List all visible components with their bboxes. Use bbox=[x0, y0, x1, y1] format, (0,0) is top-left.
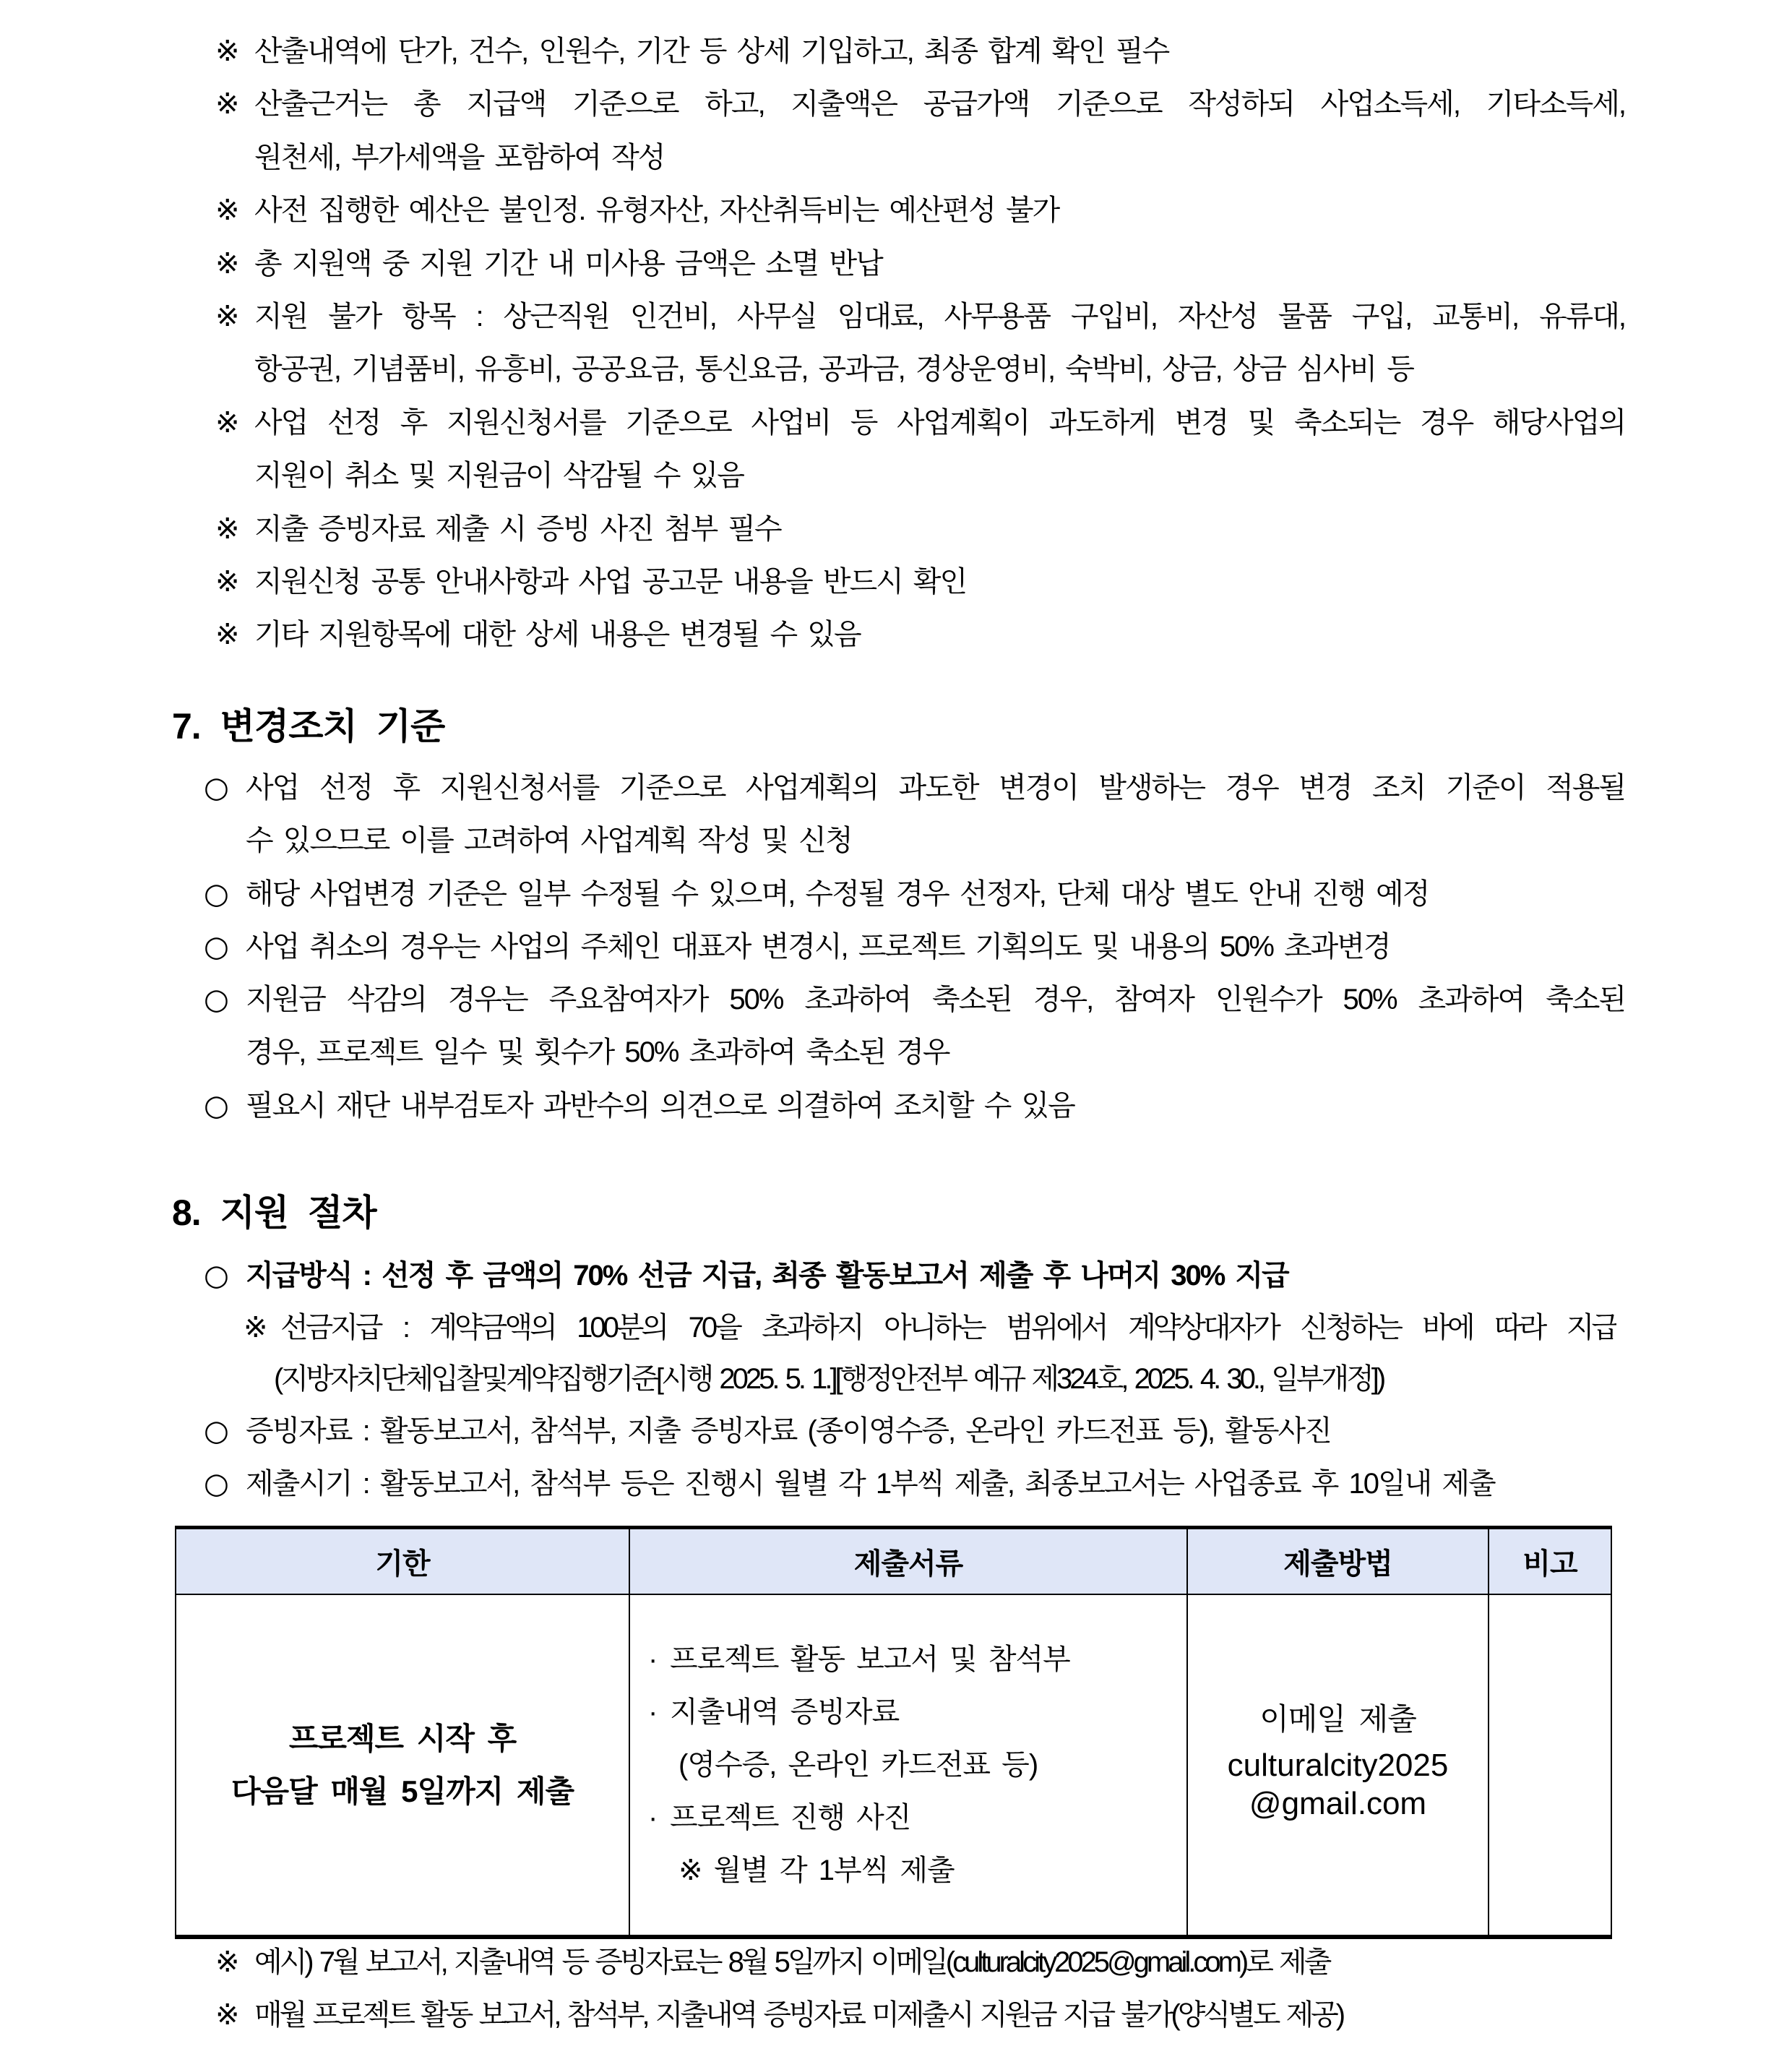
reference-mark-icon: ※ bbox=[215, 1946, 240, 1979]
note-item bbox=[0, 77, 1792, 131]
document-text: ※ 월별 각 1부씩 제출 bbox=[679, 1854, 955, 1886]
section-8-item-payment-method bbox=[0, 1249, 1792, 1302]
note-item bbox=[0, 290, 1792, 343]
note-text: 지원 불가 항목 : 상근직원 인건비, 사무실 임대료, 사무용품 구입비, 자산성 물품 구입, 교통비, 유류대, bbox=[254, 301, 1625, 332]
reference-mark-icon: ※ bbox=[215, 512, 240, 546]
header-documents: 제출서류 bbox=[629, 1528, 1187, 1595]
item-text: 필요시 재단 내부검토자 과반수의 의견으로 의결하여 조치할 수 있음 bbox=[246, 1090, 1074, 1122]
dot-bullet-icon: · bbox=[648, 1696, 658, 1728]
note-text: 지원이 취소 및 지원금이 삭감될 수 있음 bbox=[254, 460, 744, 491]
method-label: 이메일 제출 bbox=[1259, 1702, 1416, 1736]
section-7-heading-row bbox=[0, 700, 1792, 753]
note-item bbox=[0, 184, 1792, 237]
dot-bullet-icon: · bbox=[648, 1801, 658, 1834]
email-address-part: @gmail.com bbox=[1249, 1786, 1427, 1821]
section-7-item bbox=[0, 973, 1792, 1026]
document-item bbox=[648, 1792, 1186, 1844]
item-text: 경우, 프로젝트 일수 및 횟수가 50% 초과하여 축소된 경우 bbox=[246, 1036, 949, 1068]
section-8-item-deadline bbox=[0, 1457, 1792, 1511]
document-subline bbox=[648, 1739, 1186, 1792]
section-8-subnote-continuation bbox=[0, 1352, 1792, 1406]
bottom-note bbox=[0, 1935, 1792, 1989]
cell-method bbox=[1187, 1594, 1489, 1937]
item-text: 사업 취소의 경우는 사업의 주체인 대표자 변경시, 프로젝트 기획의도 및 내용의 50% 초과변경 bbox=[246, 931, 1390, 963]
table-row bbox=[176, 1594, 1611, 1937]
note-item bbox=[0, 237, 1792, 291]
note-item bbox=[0, 502, 1792, 556]
note-item bbox=[0, 555, 1792, 609]
header-method: 제출방법 bbox=[1187, 1528, 1489, 1595]
header-deadline: 기한 bbox=[176, 1528, 629, 1595]
section-8-item-evidence bbox=[0, 1404, 1792, 1458]
document-item bbox=[648, 1686, 1186, 1739]
item-text: 수 있으므로 이를 고려하여 사업계획 작성 및 신청 bbox=[246, 825, 852, 856]
document-item bbox=[648, 1633, 1186, 1686]
subnote-text: 선금지급 : 계약금액의 100분의 70을 초과하지 아니하는 범위에서 계약상대자가 신청하는 바에 따라 지급 bbox=[280, 1312, 1616, 1344]
cell-remarks bbox=[1489, 1594, 1611, 1937]
note-continuation bbox=[0, 449, 1792, 502]
document-text: (영수증, 온라인 카드전표 등) bbox=[679, 1748, 1038, 1781]
dot-bullet-icon: · bbox=[648, 1643, 658, 1675]
circle-bullet-icon: ○ bbox=[204, 877, 229, 911]
cell-deadline bbox=[176, 1594, 629, 1937]
cell-documents bbox=[629, 1594, 1187, 1937]
reference-mark-icon: ※ bbox=[215, 406, 240, 439]
deadline-line: 프로젝트 시작 후 bbox=[288, 1722, 517, 1756]
item-text: 사업 선정 후 지원신청서를 기준으로 사업계획의 과도한 변경이 발생하는 경우 변경 조치 기준이 적용될 bbox=[246, 772, 1625, 804]
circle-bullet-icon: ○ bbox=[204, 771, 229, 804]
circle-bullet-icon: ○ bbox=[204, 930, 229, 963]
section-7-item bbox=[0, 1079, 1792, 1133]
note-text: 사업 선정 후 지원신청서를 기준으로 사업비 등 사업계획이 과도하게 변경 및 축소되는 경우 해당사업의 bbox=[254, 407, 1625, 439]
section-heading: 8. 지원 절차 bbox=[172, 1193, 376, 1233]
reference-mark-icon: ※ bbox=[215, 1998, 240, 2032]
item-text: 증빙자료 : 활동보고서, 참석부, 지출 증빙자료 (종이영수증, 온라인 카드전표 등), 활동사진 bbox=[246, 1415, 1331, 1447]
subnote-text: (지방자치단체입찰및계약집행기준[시행 2025. 5. 1.][행정안전부 예규 제324호, 2025. 4. 30., 일부개정]) bbox=[274, 1363, 1384, 1395]
note-text: 지원신청 공통 안내사항과 사업 공고문 내용을 반드시 확인 bbox=[254, 566, 967, 598]
document-subline bbox=[648, 1844, 1186, 1897]
section-7-item-continuation bbox=[0, 814, 1792, 867]
submission-table bbox=[175, 1526, 1612, 1939]
note-text: 사전 집행한 예산은 불인정. 유형자산, 자산취득비는 예산편성 불가 bbox=[254, 194, 1059, 226]
item-text: 해당 사업변경 기준은 일부 수정될 수 있으며, 수정될 경우 선정자, 단체 대상 별도 안내 진행 예정 bbox=[246, 878, 1429, 910]
note-text: 항공권, 기념품비, 유흥비, 공공요금, 통신요금, 공과금, 경상운영비, 숙박비, 상금, 상금 심사비 등 bbox=[254, 353, 1413, 385]
note-text: 산출근거는 총 지급액 기준으로 하고, 지출액은 공급가액 기준으로 작성하되 사업소득세, 기타소득세, bbox=[254, 88, 1625, 120]
note-continuation bbox=[0, 131, 1792, 184]
note-text: 지출 증빙자료 제출 시 증빙 사진 첨부 필수 bbox=[254, 513, 781, 545]
email-address-part: culturalcity2025 bbox=[1227, 1748, 1449, 1783]
note-item bbox=[0, 25, 1792, 78]
item-text: 지원금 삭감의 경우는 주요참여자가 50% 초과하여 축소된 경우, 참여자 인원수가 50% 초과하여 축소된 bbox=[246, 984, 1625, 1015]
reference-mark-icon: ※ bbox=[215, 247, 240, 280]
document-text: 프로젝트 활동 보고서 및 참석부 bbox=[670, 1643, 1070, 1675]
table-header-row bbox=[176, 1528, 1611, 1595]
document-text: 프로젝트 진행 사진 bbox=[670, 1801, 911, 1834]
note-text: 매월 프로젝트 활동 보고서, 참석부, 지출내역 증빙자료 미제출시 지원금 지급 불가(양식별도 제공) bbox=[254, 1999, 1343, 2031]
section-heading: 7. 변경조치 기준 bbox=[172, 706, 445, 747]
note-text: 기타 지원항목에 대한 상세 내용은 변경될 수 있음 bbox=[254, 619, 861, 650]
reference-mark-icon: ※ bbox=[215, 87, 240, 121]
reference-mark-icon: ※ bbox=[215, 300, 240, 333]
circle-bullet-icon: ○ bbox=[204, 1467, 229, 1500]
note-continuation bbox=[0, 343, 1792, 396]
circle-bullet-icon: ○ bbox=[204, 1089, 229, 1122]
reference-mark-icon: ※ bbox=[244, 1311, 268, 1344]
reference-mark-icon: ※ bbox=[215, 618, 240, 651]
reference-mark-icon: ※ bbox=[215, 35, 240, 68]
circle-bullet-icon: ○ bbox=[204, 983, 229, 1016]
section-7-item bbox=[0, 867, 1792, 921]
note-text: 총 지원액 중 지원 기간 내 미사용 금액은 소멸 반납 bbox=[254, 248, 882, 280]
circle-bullet-icon: ○ bbox=[204, 1259, 229, 1292]
item-text: 지급방식 : 선정 후 금액의 70% 선금 지급, 최종 활동보고서 제출 후 나머지 30% 지급 bbox=[246, 1260, 1288, 1292]
section-8-subnote bbox=[0, 1301, 1792, 1354]
section-8-heading-row bbox=[0, 1186, 1792, 1239]
deadline-line: 다음달 매월 5일까지 제출 bbox=[231, 1774, 574, 1808]
note-text: 산출내역에 단가, 건수, 인원수, 기간 등 상세 기입하고, 최종 합계 확인 필수 bbox=[254, 35, 1169, 67]
bottom-note bbox=[0, 1988, 1792, 2042]
note-item bbox=[0, 396, 1792, 450]
document-text: 지출내역 증빙자료 bbox=[670, 1696, 900, 1728]
circle-bullet-icon: ○ bbox=[204, 1414, 229, 1448]
section-7-item bbox=[0, 761, 1792, 815]
section-7-item-continuation bbox=[0, 1026, 1792, 1079]
reference-mark-icon: ※ bbox=[215, 194, 240, 227]
note-text: 예시) 7월 보고서, 지출내역 등 증빙자료는 8월 5일까지 이메일(culturalcity2025@gmail.com)로 제출 bbox=[254, 1946, 1330, 1978]
reference-mark-icon: ※ bbox=[215, 565, 240, 598]
section-7-item bbox=[0, 920, 1792, 974]
note-item bbox=[0, 608, 1792, 661]
header-remarks: 비고 bbox=[1489, 1528, 1611, 1595]
item-text: 제출시기 : 활동보고서, 참석부 등은 진행시 월별 각 1부씩 제출, 최종보고서는 사업종료 후 10일내 제출 bbox=[246, 1468, 1495, 1500]
note-text: 원천세, 부가세액을 포함하여 작성 bbox=[254, 142, 665, 173]
